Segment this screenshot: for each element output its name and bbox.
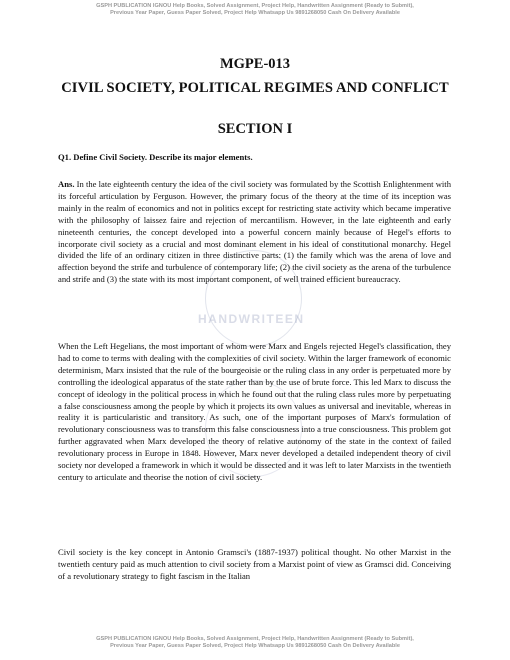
footer-line-2: Previous Year Paper, Guess Paper Solved, Project Help Whatsapp Us 9891268050 Cash On Delivery Available (110, 643, 400, 649)
header-line-2: Previous Year Paper, Guess Paper Solved, Project Help Whatsapp Us 9891268050 Cash On Delivery Available (110, 10, 400, 16)
course-code: MGPE-013 (219, 56, 291, 72)
watermark-text: HANDWRITEEN (198, 312, 305, 326)
answer-paragraph (58, 179, 451, 286)
header-line-1: GSPH PUBLICATION IGNOU Help Books, Solved Assignment, Project Help, Handwritten Assignment (Ready to Submit), (96, 3, 414, 9)
section-heading: SECTION I (217, 121, 293, 137)
question-text: Q1. Define Civil Society. Describe its major elements. (58, 152, 253, 162)
footer-line-1: GSPH PUBLICATION IGNOU Help Books, Solved Assignment, Project Help, Handwritten Assignment (Ready to Submit), (96, 636, 414, 642)
answer-paragraph: Civil society is the key concept in Antonio Gramsci's (1887-1937) political thought. No other Marxist in the twentieth century paid as much attention to civil society from a Marxist point of view as Gramsci did. Conceiving of a revolutionary strategy to fight fascism in the Italian (58, 547, 451, 581)
answer-paragraph: When the Left Hegelians, the most important of whom were Marx and Engels rejected Hegel's classification, they had to come to terms with dealing with the complexities of civil society. Within the larger framework of economic determinism, Marx insisted that the rule of the bourgeoisie or the ruling class in any order is perpetuated more by controlling the ideological apparatus of the state rather than by the use of brute force. This led Marx to discuss the concept of ideology in the political process in which he found out that the ruling class rules more by perpetuating a false consciousness among the people by which it projects its own values as universal and inevitable, whereas in reality it is particularistic and transitory. As such, one of the important purposes of Marx's formulation of revolutionary consciousness was to transform this false consciousness into a true consciousness. This problem got further aggravated when Marx developed the theory of relative autonomy of the state in the context of failed revolutionary process in Europe in 1848. However, Marx never developed a detailed independent theory of civil society nor developed a framework in which it would be dissected and it was left to later Marxists in the twentieth century to articulate and theorise the notion of civil society. (58, 341, 451, 482)
page-footer (0, 636, 510, 650)
answer-paragraph-1-text: In the late eighteenth century the idea of the civil society was formulated by the Scottish Enlightenment with its forceful articulation by Ferguson. However, the primary focus of the theory at the time of its inception was mainly in the realm of economics and not in politics except for restricting state activity which became imperative with the philosophy of laissez faire and rejection of mercantilism. However, in the late eighteenth and early nineteenth centuries, the concept developed into a powerful concern mainly because of Hegel's efforts to incorporate civil society as a crucial and most dominant element in his ideal of constitutional monarchy. Hegel divided the life of an ordinary citizen in three distinctive parts: (1) the family which was the arena of love and affection beyond the strife and turbulence of contemporary life; (2) the civil society as the arena of the turbulence and strife and (3) the state with its most important component, of well trained efficient bureaucracy. (58, 179, 451, 285)
answer-label: Ans. (58, 179, 75, 189)
course-title: CIVIL SOCIETY, POLITICAL REGIMES AND CONFLICT (61, 80, 449, 96)
page-header (0, 3, 510, 17)
